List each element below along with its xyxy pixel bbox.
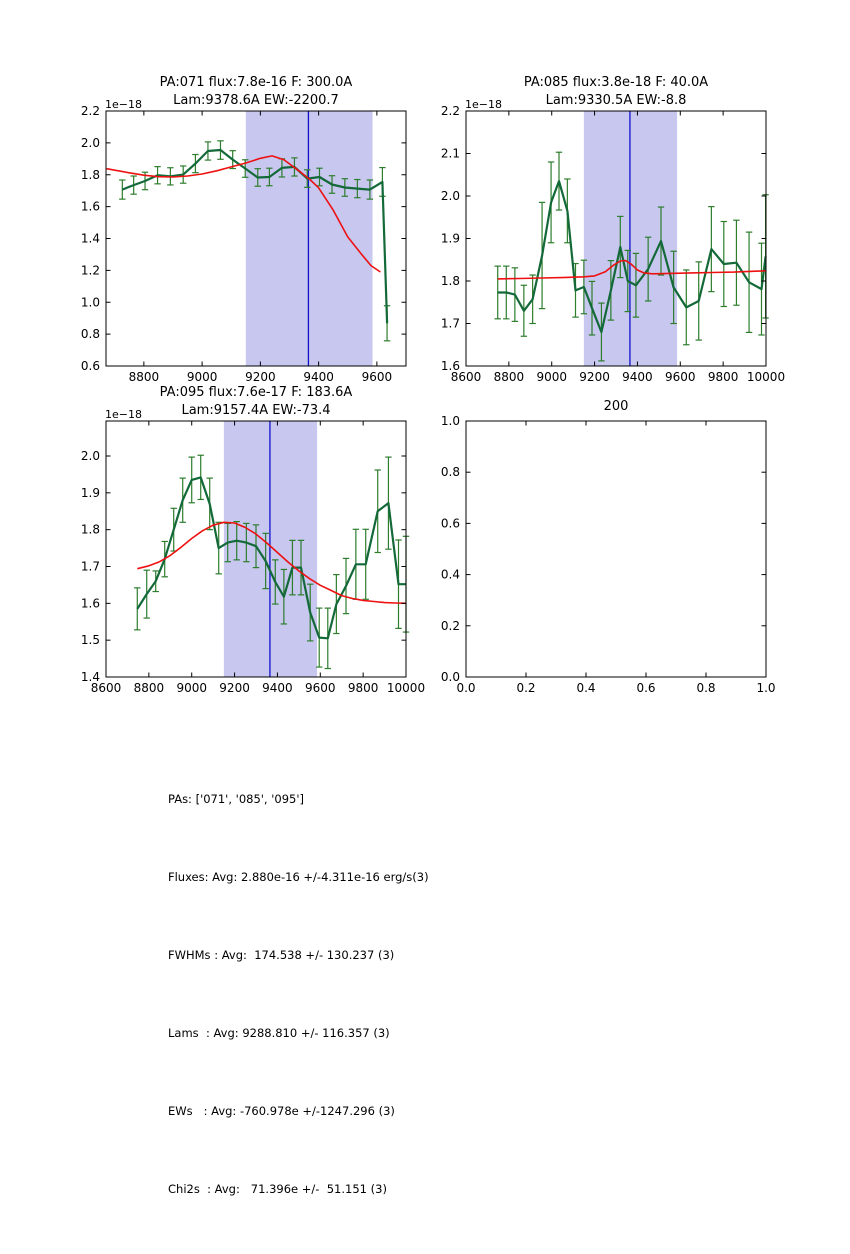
- y-tick-label: 1.9: [440, 231, 460, 246]
- x-tick-label: 9200: [245, 370, 276, 384]
- fit-window-band: [246, 111, 373, 366]
- x-tick-label: 9600: [665, 370, 696, 384]
- subplot-title-line1: PA:071 flux:7.8e-16 F: 300.0A: [159, 75, 353, 90]
- y-axis-offset-label: 1e−18: [105, 98, 142, 111]
- x-tick-label: 0.2: [516, 681, 536, 695]
- x-tick-label: 9000: [536, 370, 567, 384]
- y-tick-label: 1.7: [80, 559, 100, 574]
- y-tick-label: 2.2: [80, 104, 100, 118]
- y-tick-label: 1.6: [80, 596, 100, 611]
- x-tick-label: 0.4: [576, 681, 596, 695]
- y-tick-label: 2.0: [440, 189, 460, 203]
- y-tick-label: 0.4: [440, 567, 460, 582]
- subplot-title-line1: PA:095 flux:7.6e-17 F: 183.6A: [159, 385, 353, 400]
- summary-line-ews: EWs : Avg: -760.978e +/-1247.296 (3): [168, 1104, 395, 1118]
- subplot-title-line1: PA:085 flux:3.8e-18 F: 40.0A: [523, 75, 709, 90]
- y-tick-label: 2.0: [80, 135, 100, 150]
- y-tick-label: 1.4: [80, 231, 100, 246]
- summary-text-block: [168, 734, 429, 1254]
- x-tick-label: 9000: [186, 370, 218, 384]
- y-axis-offset-label: 1e−18: [465, 98, 502, 111]
- y-tick-label: 0.6: [440, 516, 460, 531]
- subplot-title-line2: Lam:9378.6A EW:-2200.7: [173, 93, 339, 108]
- x-tick-label: 9800: [707, 370, 739, 384]
- subplot-pa085: [441, 75, 785, 384]
- x-tick-label: 8800: [133, 681, 165, 695]
- x-tick-label: 8600: [450, 370, 482, 384]
- x-tick-label: 0.8: [696, 681, 716, 695]
- summary-line-chi2s: Chi2s : Avg: 71.396e +/- 51.151 (3): [168, 1182, 387, 1196]
- y-tick-label: 0.8: [440, 465, 460, 480]
- x-tick-label: 9000: [176, 681, 207, 695]
- x-tick-label: 8800: [493, 370, 525, 384]
- y-tick-label: 0.2: [440, 618, 460, 633]
- y-tick-label: 2.2: [440, 104, 460, 118]
- x-tick-label: 8600: [90, 681, 122, 695]
- y-tick-label: 2.0: [80, 448, 100, 463]
- subplot-pa071: [81, 75, 406, 384]
- summary-line-pas: PAs: ['071', '085', '095']: [168, 792, 305, 806]
- x-tick-label: 9800: [347, 681, 379, 695]
- y-axis-offset-label: 1e−18: [105, 408, 142, 421]
- y-tick-label: 1.6: [80, 199, 100, 214]
- y-tick-label: 1.4: [80, 670, 100, 684]
- subplot-title-line2: Lam:9157.4A EW:-73.4: [181, 403, 331, 418]
- y-tick-label: 0.6: [80, 359, 100, 373]
- x-tick-label: 0.6: [636, 681, 656, 695]
- x-tick-label: 1.0: [756, 681, 776, 695]
- y-tick-label: 1.8: [80, 522, 100, 537]
- x-tick-label: 9400: [262, 681, 293, 695]
- summary-line-fluxes: Fluxes: Avg: 2.880e-16 +/-4.311e-16 erg/s(3): [168, 870, 429, 884]
- y-tick-label: 1.2: [80, 263, 100, 278]
- summary-line-lams: Lams : Avg: 9288.810 +/- 116.357 (3): [168, 1026, 390, 1040]
- y-tick-label: 0.0: [440, 670, 460, 684]
- y-tick-label: 1.6: [440, 359, 460, 373]
- subplot-panel-200: [441, 399, 776, 695]
- y-tick-label: 1.9: [80, 485, 100, 500]
- y-tick-label: 1.5: [80, 633, 100, 648]
- x-tick-label: 9600: [305, 681, 336, 695]
- x-tick-label: 10000: [386, 681, 426, 695]
- y-tick-label: 1.8: [440, 274, 460, 288]
- summary-line-fwhms: FWHMs : Avg: 174.538 +/- 130.237 (3): [168, 948, 395, 962]
- subplot-title: 200: [603, 399, 629, 414]
- y-tick-label: 1.0: [80, 295, 100, 310]
- x-tick-label: 10000: [746, 370, 786, 384]
- y-tick-label: 1.8: [80, 167, 100, 182]
- subplot-title-line2: Lam:9330.5A EW:-8.8: [545, 93, 687, 108]
- subplot-pa095: [81, 385, 425, 695]
- y-tick-label: 2.1: [440, 146, 460, 161]
- y-tick-label: 1.7: [440, 316, 460, 331]
- y-tick-label: 1.0: [440, 414, 460, 428]
- x-tick-label: 9200: [579, 370, 610, 384]
- axes-frame: [466, 421, 766, 677]
- x-tick-label: 9400: [622, 370, 653, 384]
- x-tick-label: 9400: [303, 370, 334, 384]
- x-tick-label: 8800: [128, 370, 160, 384]
- x-tick-label: 9200: [219, 681, 250, 695]
- y-tick-label: 0.8: [80, 327, 100, 342]
- x-tick-label: 0.0: [456, 681, 476, 695]
- x-tick-label: 9600: [361, 370, 393, 384]
